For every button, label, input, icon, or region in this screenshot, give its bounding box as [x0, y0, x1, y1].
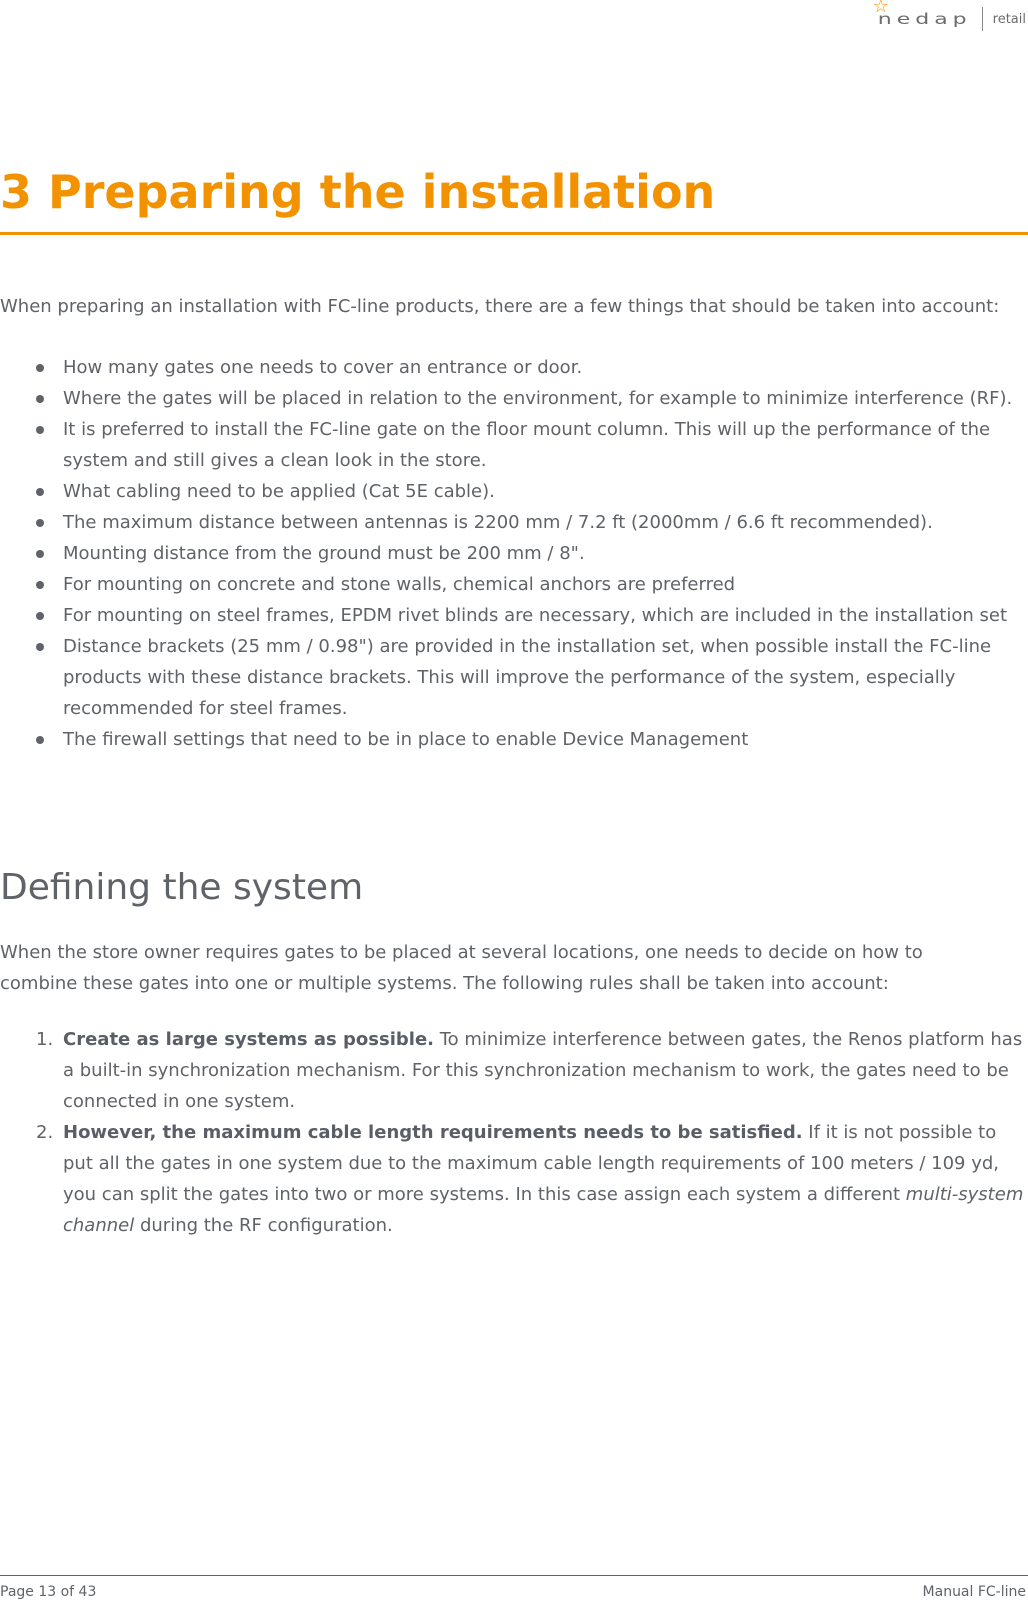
rule-text-after: during the RF configuration.	[134, 1215, 393, 1236]
section-paragraph: When the store owner requires gates to be placed at several locations, one needs to decide on how to combine these gates into one or multiple systems. The following rules shall be taken into account:	[0, 942, 923, 994]
rule-lead: Create as large systems as possible.	[63, 1029, 434, 1050]
bullet-icon	[36, 395, 44, 403]
list-item: For mounting on steel frames, EPDM rivet blinds are necessary, which are included in the installation set	[0, 600, 1026, 631]
rules-list	[0, 1024, 1026, 1241]
bullet-icon	[36, 519, 44, 527]
bullet-icon	[36, 736, 44, 744]
bullet-icon	[36, 550, 44, 558]
logo-suffix: retail	[992, 11, 1026, 27]
footer-divider	[0, 1575, 1028, 1576]
list-item: Mounting distance from the ground must be 200 mm / 8".	[0, 538, 1026, 569]
star-icon: ☆	[872, 0, 889, 17]
list-item: The firewall settings that need to be in place to enable Device Management	[0, 724, 1026, 755]
list-item: For mounting on concrete and stone walls, chemical anchors are preferred	[0, 569, 1026, 600]
list-item: It is preferred to install the FC-line gate on the floor mount column. This will up the performance of the system and still gives a clean look in the store.	[0, 414, 1026, 476]
rule-text: If it is not possible to put all the gates in one system due to the maximum cable length requirements of 100 meters / 109 yd, you can split the gates into two or more systems. In this case assign each system a different	[63, 1122, 1000, 1205]
logo-wordmark: nedap	[877, 10, 972, 28]
bullet-icon	[36, 581, 44, 589]
list-item	[0, 1117, 1026, 1241]
bullet-icon	[36, 612, 44, 620]
section-heading: Defining the system	[0, 867, 364, 908]
bullet-icon	[36, 488, 44, 496]
logo-mark	[872, 0, 972, 34]
title-underline	[0, 232, 1028, 235]
logo-divider	[982, 7, 983, 31]
list-item: Distance brackets (25 mm / 0.98") are provided in the installation set, when possible install the FC-line products with these distance brackets. This will improve the performance of the system, especially recommended for steel frames.	[0, 631, 1026, 724]
rule-lead: However, the maximum cable length requirements needs to be satisfied.	[63, 1122, 803, 1143]
list-item: Where the gates will be placed in relation to the environment, for example to minimize interference (RF).	[0, 383, 1026, 414]
list-item: How many gates one needs to cover an entrance or door.	[0, 352, 1026, 383]
chapter-title: 3 Preparing the installation	[0, 165, 716, 219]
manual-title: Manual FC-line	[922, 1584, 1026, 1600]
list-number: 1.	[36, 1029, 54, 1050]
list-item	[0, 1024, 1026, 1117]
bullet-icon	[36, 364, 44, 372]
list-item: The maximum distance between antennas is 2200 mm / 7.2 ft (2000mm / 6.6 ft recommended).	[0, 507, 1026, 538]
page-number: Page 13 of 43	[0, 1584, 97, 1600]
list-number: 2.	[36, 1122, 54, 1143]
bullet-icon	[36, 426, 44, 434]
rule-emphasis: multi-system channel	[63, 1184, 1024, 1236]
intro-paragraph: When preparing an installation with FC-line products, there are a few things that should be taken into account:	[0, 296, 1000, 317]
rule-text: To minimize interference between gates, the Renos platform has a built-in synchronization mechanism. For this synchronization mechanism to work, the gates need to be connected in one system.	[63, 1029, 1023, 1112]
brand-logo	[872, 0, 1026, 34]
list-item: What cabling need to be applied (Cat 5E cable).	[0, 476, 1026, 507]
considerations-list	[0, 352, 1026, 755]
bullet-icon	[36, 643, 44, 651]
